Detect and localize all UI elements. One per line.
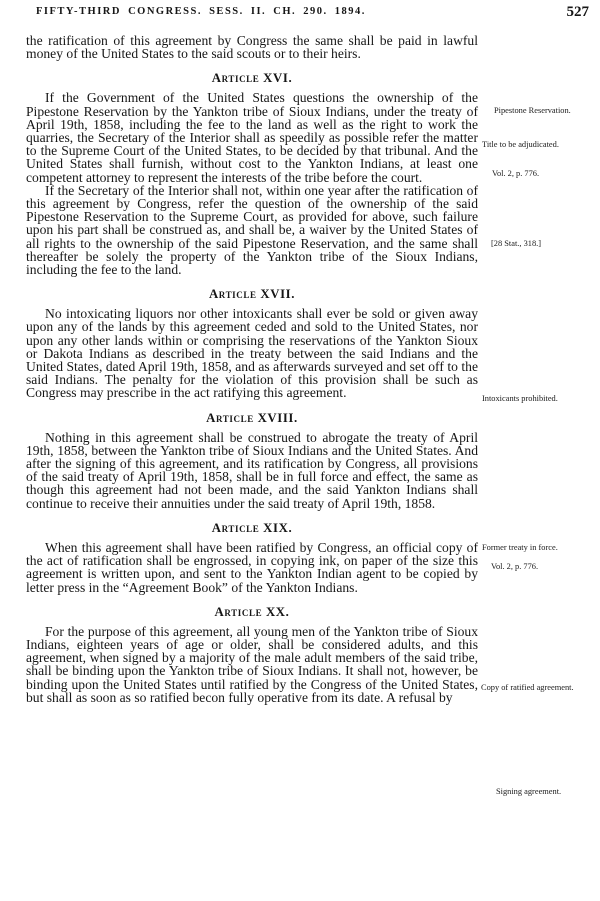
margin-note-former-treaty: Former treaty in force. — [482, 543, 558, 552]
article-18-paragraph-1: Nothing in this agreement shall be construed to abrogate the treaty of April 19th, 1858, between the Yankton tribe of Sioux Indians and the United States. And after the signing of this agreement, and its ratification by Congress, all provisions of the said treaty of April 19th, 1858, shall be in full force and effect, the same as though this agreement had not been made, and the said Yankton Indians shall continue to receive their annuities under the said treaty of April 19th, 1858. — [26, 429, 478, 511]
running-head: FIFTY-THIRD CONGRESS. SESS. II. CH. 290. 1894. — [36, 6, 366, 17]
article-18-heading: Article XVIII. — [206, 410, 298, 425]
article-17-paragraph-1: No intoxicating liquors nor other intoxicants shall ever be sold or given away upon any of the lands by this agreement ceded and sold to the United States, nor upon any other lands within or comprising the reservations of the Yankton Sioux or Dakota Indians as described in the treaty between the said Indians and the United States, dated April 19th, 1858, and as afterwards surveyed and set off to the said Indians. The penalty for the violation of this provision shall be such as Congress may prescribe in the act ratifying this agreement. — [26, 306, 478, 401]
margin-note-copy-ratified: Copy of ratified agreement. — [481, 683, 574, 692]
article-17-heading: Article XVII. — [208, 287, 296, 302]
article-20-paragraph-1: For the purpose of this agreement, all young men of the Yankton tribe of Sioux Indians, eighteen years of age or older, shall be considered adults, and this agreement, when signed by a majority of the male adult members of the said tribe, shall be binding upon the Yankton tribe of Sioux Indians. It shall not, however, be binding upon the United States until ratified by the Congress of the United States, but shall as soon as so ratified becon fully operative from its date. A refusal by — [26, 623, 478, 705]
margin-note-signing: Signing agreement. — [496, 787, 562, 796]
margin-note-intoxicants: Intoxicants prohibited. — [482, 394, 558, 403]
article-16-paragraph-1: If the Government of the United States questions the ownership of the Pipestone Reservation by the Yankton tribe of Sioux Indians, under the treaty of April 19th, 1858, including the fee to the land as well as the right to work the quarries, the Secretary of the Interior shall as speedily as possible refer the matter to the Supreme Court of the United States, to be decided by that tribunal. And the United States shall furnish, without cost to the Yankton Indians, at least one competent attorney to represent the interests of the tribe before the court. — [26, 90, 478, 185]
article-19-paragraph-1: When this agreement shall have been ratified by Congress, an official copy of the act of ratification shall be engrossed, in copying ink, on paper of the size this agreement is written upon, and sent to the Yankton Indian agent to be copied by letter press in the “Agreement Book” of the Yankton Indians. — [26, 539, 478, 595]
margin-note-vol2-b: Vol. 2, p. 776. — [491, 562, 539, 571]
margin-note-title-adjudicated: Title to be adjudicated. — [482, 140, 559, 149]
article-16-paragraph-2: If the Secretary of the Interior shall not, within one year after the ratification of this agreement by Congress, refer the question of the ownership of the said Pipestone Reservation to the Supreme Court, as provided for above, such failure upon his part shall be construed as, and shall be, a waiver by the United States of all rights to the ownership of the said Pipestone Reservation, and the same shall thereafter be solely the property of the Yankton tribe of the Sioux Indians, including the fee to the land. — [26, 182, 478, 278]
margin-note-stat-ref: [28 Stat., 318.] — [491, 239, 542, 248]
margin-note-vol2-a: Vol. 2, p. 776. — [492, 169, 540, 178]
page-number: 527 — [566, 4, 589, 20]
intro-paragraph: the ratification of this agreement by Congress the same shall be paid in lawful money of the United States to the said scouts or to their heirs. — [26, 33, 478, 62]
article-19-heading: Article XIX. — [211, 520, 293, 535]
margin-note-pipestone: Pipestone Reservation. — [494, 106, 571, 115]
article-16-heading: Article XVI. — [211, 71, 293, 86]
article-20-heading: Article XX. — [214, 604, 290, 619]
